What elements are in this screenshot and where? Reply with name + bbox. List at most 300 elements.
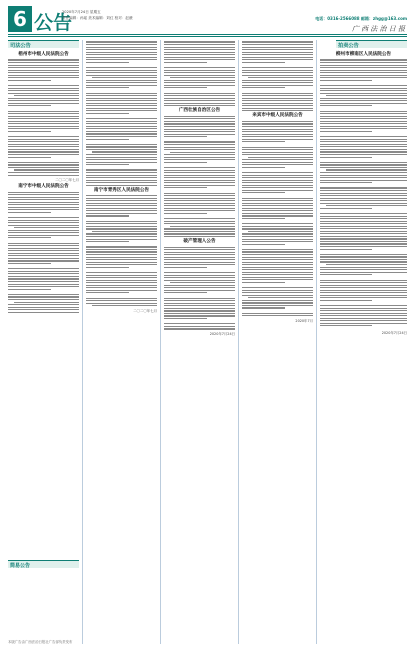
text-line bbox=[320, 221, 407, 222]
text-line bbox=[86, 159, 157, 160]
text-line bbox=[242, 257, 313, 258]
text-line bbox=[242, 123, 313, 124]
text-line bbox=[8, 230, 79, 231]
masthead-logo: 广 西 法 治 日 报 bbox=[351, 25, 405, 33]
text-line bbox=[242, 269, 313, 270]
text-line bbox=[86, 215, 129, 216]
text-line bbox=[320, 187, 407, 188]
text-line bbox=[86, 164, 129, 165]
text-line bbox=[320, 213, 407, 214]
paragraph-gap bbox=[164, 295, 235, 296]
text-line bbox=[164, 72, 235, 73]
text-line bbox=[242, 251, 313, 252]
text-line bbox=[320, 200, 407, 201]
text-line bbox=[86, 185, 157, 186]
paragraph-gap bbox=[8, 133, 79, 134]
text-line bbox=[320, 292, 407, 293]
text-line bbox=[86, 223, 157, 224]
text-line bbox=[242, 208, 313, 209]
header-rule bbox=[8, 34, 407, 35]
text-line bbox=[320, 236, 407, 237]
text-line bbox=[8, 278, 79, 279]
text-line bbox=[164, 129, 235, 130]
text-line bbox=[8, 98, 79, 99]
text-line bbox=[164, 292, 207, 293]
text-line bbox=[8, 157, 51, 158]
article-date: 2020年7月 bbox=[295, 318, 313, 323]
text-line bbox=[242, 300, 313, 301]
text-line bbox=[242, 215, 313, 216]
paragraph-gap bbox=[164, 190, 235, 191]
text-line bbox=[320, 103, 407, 104]
text-line bbox=[320, 128, 407, 129]
text-line bbox=[320, 175, 407, 176]
text-line bbox=[86, 118, 157, 119]
text-line bbox=[164, 264, 235, 265]
text-line bbox=[242, 136, 313, 137]
text-line bbox=[86, 233, 157, 234]
paragraph-gap bbox=[320, 277, 407, 278]
text-line bbox=[320, 80, 372, 81]
text-line bbox=[8, 307, 79, 308]
text-line bbox=[8, 164, 79, 165]
text-line bbox=[86, 298, 157, 299]
paragraph-gap bbox=[242, 310, 313, 311]
text-line bbox=[86, 208, 157, 209]
paragraph-gap bbox=[242, 221, 313, 222]
text-line bbox=[326, 205, 407, 206]
text-line bbox=[242, 57, 313, 58]
text-line bbox=[320, 144, 407, 145]
text-line bbox=[242, 134, 313, 135]
text-line bbox=[164, 300, 235, 301]
text-line bbox=[86, 146, 157, 147]
text-line bbox=[86, 108, 157, 109]
text-line bbox=[164, 231, 235, 232]
text-line bbox=[86, 300, 157, 301]
text-line bbox=[86, 195, 157, 196]
text-line bbox=[242, 59, 313, 60]
text-line bbox=[8, 67, 79, 68]
text-line bbox=[164, 87, 207, 88]
column-2 bbox=[86, 40, 157, 315]
text-line bbox=[8, 123, 79, 124]
paragraph-gap bbox=[320, 251, 407, 252]
text-line bbox=[86, 259, 157, 260]
editor-info: 责任编辑：孙瑶 美术编辑：刘红 校对：赵薇 bbox=[62, 16, 133, 20]
text-line bbox=[242, 103, 313, 104]
text-line bbox=[86, 136, 157, 137]
column-3 bbox=[164, 40, 235, 338]
text-line bbox=[242, 236, 313, 237]
text-line bbox=[242, 200, 313, 201]
text-line bbox=[86, 251, 157, 252]
text-line bbox=[8, 128, 79, 129]
text-line bbox=[320, 193, 407, 194]
text-line bbox=[8, 141, 79, 142]
text-line bbox=[242, 190, 313, 191]
text-line bbox=[8, 59, 79, 60]
text-line bbox=[8, 286, 79, 287]
text-line bbox=[242, 108, 313, 109]
text-line bbox=[164, 221, 235, 222]
text-line bbox=[164, 75, 235, 76]
text-line bbox=[8, 70, 79, 71]
text-line bbox=[242, 49, 313, 50]
text-line bbox=[320, 274, 372, 275]
article-title: 南宁市中级人民法院公告 bbox=[18, 184, 69, 190]
text-line bbox=[242, 100, 313, 101]
text-line bbox=[242, 98, 313, 99]
text-line bbox=[242, 264, 313, 265]
text-line bbox=[8, 312, 79, 313]
text-line bbox=[164, 218, 235, 219]
text-line bbox=[86, 267, 129, 268]
text-line bbox=[320, 113, 407, 114]
text-line bbox=[320, 90, 407, 91]
text-line bbox=[164, 62, 207, 63]
paragraph-gap bbox=[8, 159, 79, 160]
text-line bbox=[164, 149, 235, 150]
text-line bbox=[86, 131, 157, 132]
text-line bbox=[320, 272, 407, 273]
text-line bbox=[242, 159, 313, 160]
text-line bbox=[326, 95, 407, 96]
paragraph-gap bbox=[320, 159, 407, 160]
text-line bbox=[164, 259, 235, 260]
text-line bbox=[242, 93, 313, 94]
text-line bbox=[8, 111, 79, 112]
text-line bbox=[242, 277, 313, 278]
text-line bbox=[164, 193, 235, 194]
text-line bbox=[164, 298, 235, 299]
text-line bbox=[242, 154, 313, 155]
text-line bbox=[14, 302, 79, 303]
text-line bbox=[86, 126, 157, 127]
text-line bbox=[320, 154, 407, 155]
text-line bbox=[8, 113, 79, 114]
text-line bbox=[92, 151, 157, 152]
text-line bbox=[8, 105, 51, 106]
text-line bbox=[320, 243, 407, 244]
text-line bbox=[86, 41, 157, 42]
footer-note: 本版广告由广西法治日报社广告部负责发布 bbox=[8, 640, 73, 644]
text-line bbox=[8, 273, 79, 274]
text-line bbox=[242, 279, 313, 280]
text-line bbox=[86, 82, 157, 83]
text-line bbox=[242, 41, 313, 42]
text-line bbox=[86, 198, 157, 199]
text-line bbox=[164, 308, 235, 309]
text-line bbox=[86, 280, 157, 281]
text-line bbox=[86, 200, 157, 201]
text-line bbox=[8, 217, 79, 218]
text-line bbox=[8, 172, 79, 173]
text-line bbox=[326, 169, 407, 170]
article-title: 破产管理人公告 bbox=[183, 239, 216, 245]
text-line bbox=[8, 80, 51, 81]
text-line bbox=[8, 154, 79, 155]
text-line bbox=[164, 121, 235, 122]
text-line bbox=[242, 287, 313, 288]
text-line bbox=[320, 85, 407, 86]
text-line bbox=[8, 271, 79, 272]
text-line bbox=[164, 131, 235, 132]
text-line bbox=[242, 172, 313, 173]
paragraph-gap bbox=[164, 64, 235, 65]
text-line bbox=[242, 129, 313, 130]
text-line bbox=[242, 70, 313, 71]
text-line bbox=[8, 250, 79, 251]
text-line bbox=[242, 292, 313, 293]
article-date: 二〇二〇年七月 bbox=[133, 308, 157, 313]
text-line bbox=[164, 198, 235, 199]
paragraph-gap bbox=[320, 108, 407, 109]
text-line bbox=[242, 185, 313, 186]
text-line bbox=[164, 180, 235, 181]
text-line bbox=[242, 239, 313, 240]
text-line bbox=[14, 95, 79, 96]
text-line bbox=[242, 213, 313, 214]
text-line bbox=[242, 167, 285, 168]
paragraph-gap bbox=[86, 269, 157, 270]
text-line bbox=[320, 72, 407, 73]
text-line bbox=[86, 87, 129, 88]
text-line bbox=[86, 162, 157, 163]
text-line bbox=[242, 67, 313, 68]
text-line bbox=[8, 263, 51, 264]
text-line bbox=[170, 226, 235, 227]
text-line bbox=[86, 239, 157, 240]
text-line bbox=[248, 297, 313, 298]
text-line bbox=[164, 95, 235, 96]
text-line bbox=[320, 62, 407, 63]
issue-info: 2020年7月24日 星期五 bbox=[62, 10, 101, 14]
text-line bbox=[170, 152, 235, 153]
text-line bbox=[248, 157, 313, 158]
paragraph-gap bbox=[242, 64, 313, 65]
text-line bbox=[164, 57, 235, 58]
text-line bbox=[8, 245, 79, 246]
text-line bbox=[242, 262, 313, 263]
text-line bbox=[320, 162, 407, 163]
text-line bbox=[242, 205, 313, 206]
text-line bbox=[86, 169, 157, 170]
text-line bbox=[164, 177, 235, 178]
article-date: 2020年7月24日 bbox=[209, 331, 235, 336]
text-line bbox=[242, 282, 285, 283]
text-line bbox=[242, 80, 313, 81]
text-line bbox=[164, 249, 235, 250]
text-line bbox=[164, 44, 235, 45]
text-line bbox=[86, 254, 157, 255]
text-line bbox=[8, 116, 79, 117]
text-line bbox=[86, 249, 157, 250]
text-line bbox=[164, 195, 235, 196]
text-line bbox=[86, 57, 157, 58]
text-line bbox=[320, 267, 407, 268]
text-line bbox=[8, 232, 79, 233]
text-line bbox=[242, 164, 313, 165]
paragraph-gap bbox=[320, 302, 407, 303]
paragraph-gap bbox=[86, 115, 157, 116]
text-line bbox=[8, 268, 79, 269]
text-line bbox=[164, 80, 235, 81]
text-line bbox=[242, 241, 313, 242]
text-line bbox=[164, 318, 207, 319]
column-1 bbox=[8, 50, 79, 314]
text-line bbox=[164, 262, 235, 263]
text-line bbox=[320, 67, 407, 68]
text-line bbox=[92, 305, 157, 306]
text-line bbox=[86, 85, 157, 86]
text-line bbox=[164, 103, 235, 104]
text-line bbox=[86, 172, 157, 173]
text-line bbox=[320, 121, 407, 122]
text-line bbox=[164, 134, 235, 135]
text-line bbox=[8, 204, 79, 205]
text-line bbox=[164, 185, 235, 186]
text-line bbox=[164, 323, 235, 324]
text-line bbox=[320, 323, 407, 324]
text-line bbox=[242, 180, 313, 181]
text-line bbox=[86, 290, 157, 291]
text-line bbox=[8, 294, 79, 295]
text-line bbox=[242, 62, 285, 63]
header-rule-thin bbox=[8, 36, 407, 37]
text-line bbox=[8, 75, 79, 76]
text-line bbox=[320, 282, 407, 283]
paragraph-gap bbox=[242, 90, 313, 91]
text-line bbox=[8, 289, 51, 290]
text-line bbox=[164, 213, 207, 214]
text-line bbox=[86, 205, 157, 206]
text-line bbox=[242, 192, 285, 193]
text-line bbox=[242, 307, 285, 308]
text-line bbox=[164, 287, 235, 288]
text-line bbox=[320, 100, 407, 101]
article-date: 2020年7月24日 bbox=[381, 331, 407, 336]
text-line bbox=[242, 105, 313, 106]
text-line bbox=[242, 75, 313, 76]
text-line bbox=[86, 282, 157, 283]
text-line bbox=[320, 218, 407, 219]
text-line bbox=[8, 237, 51, 238]
article-title: 梧州市中级人民法院公告 bbox=[18, 52, 69, 57]
paragraph-gap bbox=[86, 218, 157, 219]
text-line bbox=[86, 236, 157, 237]
text-line bbox=[320, 320, 407, 321]
paragraph-gap bbox=[242, 195, 313, 196]
text-line bbox=[8, 136, 79, 137]
paragraph-gap bbox=[8, 108, 79, 109]
text-line bbox=[320, 238, 407, 239]
text-line bbox=[242, 233, 313, 234]
text-line bbox=[8, 284, 79, 285]
text-line bbox=[320, 203, 407, 204]
text-line bbox=[164, 247, 235, 248]
text-line bbox=[248, 77, 313, 78]
text-line bbox=[320, 75, 407, 76]
text-line bbox=[86, 139, 129, 140]
text-line bbox=[320, 77, 407, 78]
text-line bbox=[86, 264, 157, 265]
text-line bbox=[164, 208, 235, 209]
text-line bbox=[242, 126, 313, 127]
text-line bbox=[164, 105, 235, 106]
text-line bbox=[164, 144, 235, 145]
text-line bbox=[320, 98, 407, 99]
paragraph-gap bbox=[164, 215, 235, 216]
text-line bbox=[164, 59, 235, 60]
text-line bbox=[86, 213, 157, 214]
text-line bbox=[320, 172, 407, 173]
text-line bbox=[8, 131, 51, 132]
text-line bbox=[242, 149, 313, 150]
text-line bbox=[320, 233, 407, 234]
text-line bbox=[164, 326, 235, 327]
text-line bbox=[86, 303, 157, 304]
text-line bbox=[164, 315, 235, 316]
text-line bbox=[8, 207, 79, 208]
text-line bbox=[86, 246, 157, 247]
text-line bbox=[8, 253, 79, 254]
text-line bbox=[242, 52, 313, 53]
text-line bbox=[242, 141, 285, 142]
text-line bbox=[86, 49, 157, 50]
text-line bbox=[242, 254, 313, 255]
text-line bbox=[164, 200, 235, 201]
text-line bbox=[8, 243, 79, 244]
column-4 bbox=[242, 40, 313, 325]
text-line bbox=[242, 85, 313, 86]
text-line bbox=[242, 259, 313, 260]
text-line bbox=[8, 90, 79, 91]
text-line bbox=[242, 223, 313, 224]
text-line bbox=[86, 285, 157, 286]
contact-info: 电话：0316-2566088 邮箱：zhgg@163.com bbox=[315, 16, 407, 21]
section-box-right bbox=[336, 40, 407, 48]
text-line bbox=[242, 226, 313, 227]
text-line bbox=[320, 280, 407, 281]
text-line bbox=[170, 282, 235, 283]
text-line bbox=[320, 167, 407, 168]
paragraph-gap bbox=[320, 328, 407, 329]
text-line bbox=[164, 147, 235, 148]
text-line bbox=[92, 77, 157, 78]
text-line bbox=[320, 300, 372, 301]
text-line bbox=[14, 169, 79, 170]
text-line bbox=[86, 277, 157, 278]
paragraph-gap bbox=[8, 291, 79, 292]
text-line bbox=[164, 223, 235, 224]
text-line bbox=[8, 199, 79, 200]
text-line bbox=[8, 258, 79, 259]
article-title: 南宁市青秀区人民法院公告 bbox=[93, 187, 150, 193]
text-line bbox=[86, 105, 157, 106]
text-line bbox=[8, 118, 79, 119]
text-line bbox=[164, 154, 235, 155]
text-line bbox=[242, 175, 313, 176]
paragraph-gap bbox=[242, 144, 313, 145]
text-line bbox=[86, 133, 157, 134]
text-line bbox=[8, 309, 79, 310]
text-line bbox=[86, 221, 157, 222]
text-line bbox=[242, 198, 313, 199]
text-line bbox=[242, 182, 313, 183]
text-line bbox=[8, 296, 79, 297]
text-line bbox=[86, 154, 157, 155]
